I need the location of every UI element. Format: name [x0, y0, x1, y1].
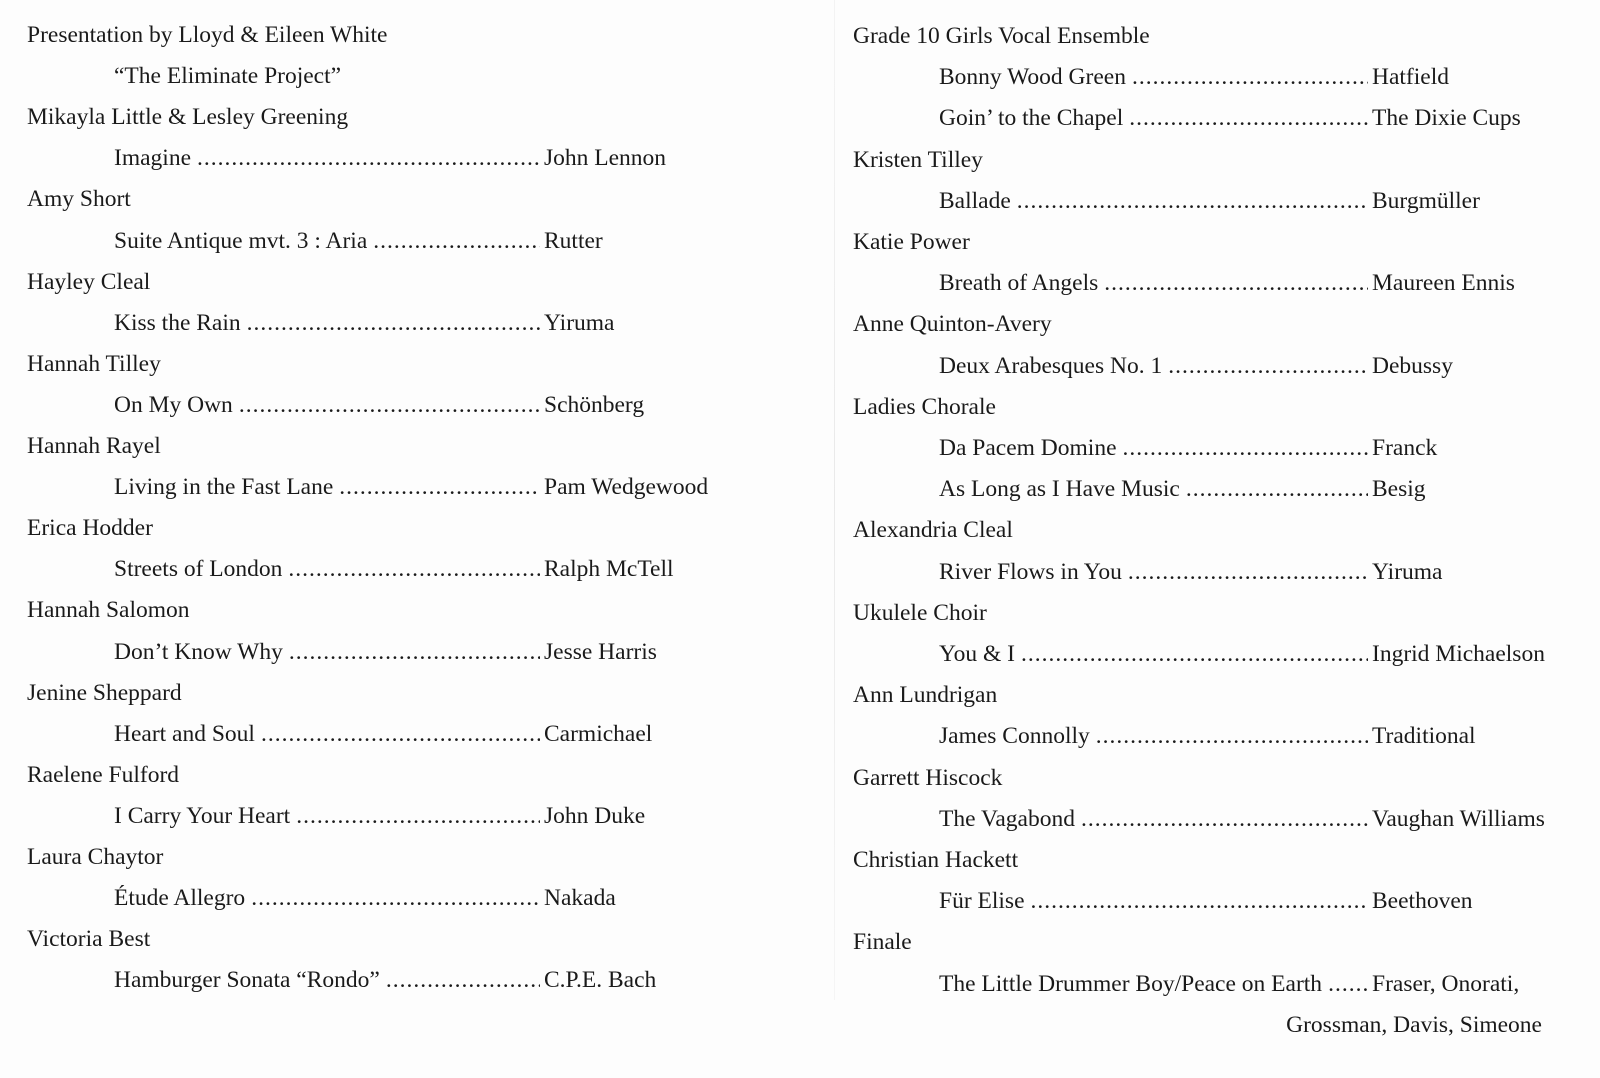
performer-name: Ukulele Choir [853, 599, 987, 626]
piece-title: “The Eliminate Project” [114, 63, 342, 90]
piece-title: Streets of London [114, 556, 283, 583]
program-piece [114, 391, 644, 419]
piece-title: I Carry Your Heart [114, 802, 291, 829]
piece-title: Da Pacem Domine [939, 435, 1117, 461]
dot-leader [386, 966, 540, 994]
composer-name: Ralph McTell [544, 556, 674, 583]
piece-title: You & I [939, 641, 1015, 667]
program-piece [939, 722, 1476, 750]
dot-leader [1129, 104, 1368, 132]
dot-leader [239, 391, 540, 419]
piece-title: Hamburger Sonata “Rondo” [114, 967, 380, 994]
performer-name: Raelene Fulford [27, 761, 180, 788]
dot-leader [261, 720, 540, 748]
composer-name: Carmichael [544, 720, 653, 747]
composer-continuation: Grossman, Davis, Simeone [1286, 1011, 1542, 1038]
program-piece [939, 805, 1545, 833]
program-piece [939, 352, 1453, 380]
performer-name: Ladies Chorale [853, 393, 996, 420]
performer-name: Hannah Salomon [27, 597, 190, 624]
performer-name: Ann Lundrigan [853, 682, 998, 709]
program-piece [939, 104, 1521, 132]
performer-name: Hannah Tilley [27, 350, 161, 377]
composer-name: Maureen Ennis [1372, 270, 1515, 297]
program-piece [939, 640, 1545, 668]
performer-name: Katie Power [853, 229, 970, 255]
program-piece [939, 434, 1437, 462]
composer-name: Franck [1372, 435, 1438, 461]
dot-leader [1021, 640, 1368, 668]
performer-name: Kristen Tilley [853, 146, 983, 173]
composer-name: Pam Wedgewood [544, 474, 709, 501]
piece-title: The Vagabond [939, 805, 1075, 832]
program-piece [939, 887, 1473, 915]
piece-title: Living in the Fast Lane [114, 474, 334, 501]
dot-leader [1081, 805, 1368, 833]
performer-name: Mikayla Little & Lesley Greening [27, 104, 349, 131]
piece-title: Bonny Wood Green [939, 64, 1126, 91]
dot-leader [197, 144, 540, 172]
piece-title: River Flows in You [939, 558, 1122, 585]
composer-name: Besig [1372, 476, 1426, 503]
dot-leader [1128, 558, 1368, 586]
performer-name: Christian Hackett [853, 847, 1019, 873]
composer-name: Debussy [1372, 352, 1453, 379]
piece-title: Ballade [939, 187, 1011, 214]
piece-title: James Connolly [939, 723, 1090, 750]
composer-name: Rutter [544, 227, 603, 254]
program-piece [939, 63, 1449, 91]
piece-title: Goin’ to the Chapel [939, 105, 1124, 132]
performer-name: Amy Short [27, 186, 131, 213]
performer-name: Victoria Best [27, 926, 151, 953]
dot-leader [289, 638, 540, 666]
dot-leader [1168, 352, 1368, 380]
piece-title: Breath of Angels [939, 270, 1099, 297]
piece-title: On My Own [114, 391, 233, 418]
dot-leader [1328, 970, 1368, 998]
dot-leader [1132, 63, 1368, 91]
composer-name: Beethoven [1372, 888, 1473, 915]
performer-name: Anne Quinton-Avery [853, 311, 1052, 338]
program-piece [939, 269, 1515, 297]
performer-name: Grade 10 Girls Vocal Ensemble [853, 23, 1150, 49]
dot-leader [339, 473, 540, 501]
piece-title: As Long as I Have Music [939, 476, 1180, 503]
composer-name: C.P.E. Bach [544, 967, 657, 994]
dot-leader [1031, 887, 1368, 915]
dot-leader [1104, 269, 1368, 297]
performer-name: Presentation by Lloyd & Eileen White [27, 22, 388, 48]
program-piece [939, 970, 1519, 998]
program-piece [114, 309, 615, 337]
dot-leader [251, 884, 540, 912]
dot-leader [1096, 722, 1368, 750]
composer-name: Fraser, Onorati, [1372, 970, 1520, 997]
piece-title: Deux Arabesques No. 1 [939, 352, 1163, 379]
dot-leader [1017, 187, 1368, 215]
program-piece [114, 638, 657, 666]
performer-name: Alexandria Cleal [853, 517, 1013, 544]
page-fold [834, 0, 835, 1000]
program-piece [939, 187, 1480, 215]
composer-name: Nakada [544, 885, 616, 912]
composer-name: Vaughan Williams [1372, 805, 1545, 832]
piece-title: The Little Drummer Boy/Peace on Earth [939, 970, 1323, 997]
program-piece [939, 475, 1426, 503]
performer-name: Jenine Sheppard [27, 679, 182, 706]
piece-title: Don’t Know Why [114, 638, 283, 665]
composer-name: Ingrid Michaelson [1372, 641, 1545, 667]
composer-name: John Duke [544, 802, 646, 829]
program-piece [114, 473, 708, 501]
piece-title: Suite Antique mvt. 3 : Aria [114, 227, 368, 254]
dot-leader [296, 802, 540, 830]
dot-leader [288, 555, 540, 583]
performer-name: Garrett Hiscock [853, 764, 1003, 791]
dot-leader [1186, 475, 1368, 503]
program-piece [114, 884, 616, 912]
composer-name: Yiruma [1372, 558, 1443, 585]
performer-name: Erica Hodder [27, 515, 153, 542]
dot-leader [247, 309, 540, 337]
performer-name: Hayley Cleal [27, 268, 151, 295]
program-piece [114, 802, 645, 830]
performer-name: Laura Chaytor [27, 844, 164, 870]
program-piece [114, 144, 666, 172]
program-piece [939, 558, 1443, 586]
dot-leader [1123, 434, 1368, 462]
composer-name: Burgmüller [1372, 187, 1480, 214]
composer-name: Traditional [1372, 723, 1476, 750]
composer-name: The Dixie Cups [1372, 105, 1521, 132]
program-piece [114, 966, 656, 994]
piece-title: Heart and Soul [114, 720, 255, 747]
composer-name: Jesse Harris [544, 638, 657, 665]
program-piece [114, 227, 603, 255]
composer-name: John Lennon [544, 145, 667, 172]
performer-name: Hannah Rayel [27, 433, 161, 459]
program-piece [114, 720, 652, 748]
composer-name: Yiruma [544, 309, 615, 336]
piece-title: Für Elise [939, 888, 1025, 915]
program-piece [114, 62, 347, 90]
composer-name: Hatfield [1372, 64, 1449, 91]
piece-title: Kiss the Rain [114, 309, 241, 336]
dot-leader [373, 227, 540, 255]
program-piece [114, 555, 674, 583]
piece-title: Étude Allegro [114, 885, 246, 912]
composer-name: Schönberg [544, 391, 645, 418]
performer-name: Finale [853, 929, 912, 956]
piece-title: Imagine [114, 145, 191, 172]
